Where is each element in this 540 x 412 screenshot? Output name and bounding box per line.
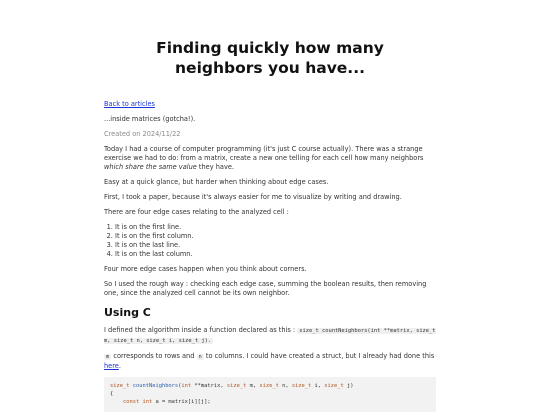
code-line bbox=[110, 382, 430, 390]
rows-columns-end: . bbox=[118, 362, 121, 370]
code-token: m, bbox=[246, 383, 260, 389]
first-paragraph: First, I took a paper, because it's always easier for me to visualize by writing and drawing. bbox=[104, 193, 402, 201]
declaration-paragraph bbox=[104, 326, 436, 346]
back-to-articles-link[interactable]: Back to articles bbox=[104, 100, 155, 108]
n-code: n bbox=[198, 354, 202, 360]
article-subtitle: ...inside matrices (gotcha!). bbox=[104, 115, 196, 123]
rough-way-paragraph: So I used the rough way : checking each edge case, summing the boolean results, then removing one, since the analyzed cell cannot be its own neighbor. bbox=[104, 280, 427, 297]
columns-text: to columns. I could have created a struct, but I already had done this bbox=[203, 352, 435, 360]
code-token: countNeighbors bbox=[132, 383, 179, 389]
here-link[interactable]: here bbox=[104, 362, 119, 370]
corners-paragraph: Four more edge cases happen when you think about corners. bbox=[104, 265, 307, 273]
declaration-text: I defined the algorithm inside a function declared as this : bbox=[104, 326, 298, 334]
code-token: j) bbox=[343, 383, 354, 389]
article-content bbox=[104, 100, 436, 412]
m-code: m bbox=[106, 354, 110, 360]
list-item: 3. It is on the last line. bbox=[115, 241, 436, 250]
code-block bbox=[104, 377, 436, 412]
section-heading-using-c: Using C bbox=[104, 306, 151, 319]
declaration-code: size_t countNeighbors(int **matrix, size_t m, size_t n, size_t i, size_t j). bbox=[104, 328, 436, 344]
easy-paragraph: Easy at a quick glance, but harder when thinking about edge cases. bbox=[104, 178, 329, 186]
code-token: size_t bbox=[324, 383, 344, 389]
four-cases-paragraph: There are four edge cases relating to the analyzed cell : bbox=[104, 208, 289, 216]
page-title: Finding quickly how many neighbors you have... bbox=[156, 39, 384, 77]
intro-text: Today I had a course of computer programming (it's just C course actually). There was a strange exercise we had to do: from a matrix, create a new one telling for each cell how many neighbors bbox=[104, 145, 424, 162]
rows-columns-paragraph bbox=[104, 352, 436, 371]
code-token: i, bbox=[311, 383, 325, 389]
intro-paragraph bbox=[104, 145, 436, 172]
code-token: const int bbox=[122, 399, 153, 405]
code-token: size_t bbox=[291, 383, 312, 389]
code-token: size_t bbox=[110, 383, 130, 389]
list-item: 2. It is on the first column. bbox=[115, 232, 436, 241]
code-token: a = matrix[i][j]; bbox=[152, 399, 211, 405]
intro-text-end: they have. bbox=[196, 163, 235, 171]
intro-emphasis: which share the same value bbox=[104, 163, 197, 171]
code-token: n, bbox=[278, 383, 292, 389]
rows-text: corresponds to rows and bbox=[111, 352, 197, 360]
code-line: { bbox=[110, 391, 114, 397]
code-token: **matrix, bbox=[191, 383, 227, 389]
list-item: 1. It is on the first line. bbox=[115, 223, 436, 232]
edge-cases-list bbox=[104, 223, 436, 259]
code-token: int bbox=[181, 383, 192, 389]
created-date: Created on 2024/11/22 bbox=[104, 130, 181, 138]
list-item: 4. It is on the last column. bbox=[115, 250, 436, 259]
code-token: ( bbox=[178, 383, 182, 389]
code-token: size_t bbox=[259, 383, 279, 389]
code-token: size_t bbox=[226, 383, 247, 389]
